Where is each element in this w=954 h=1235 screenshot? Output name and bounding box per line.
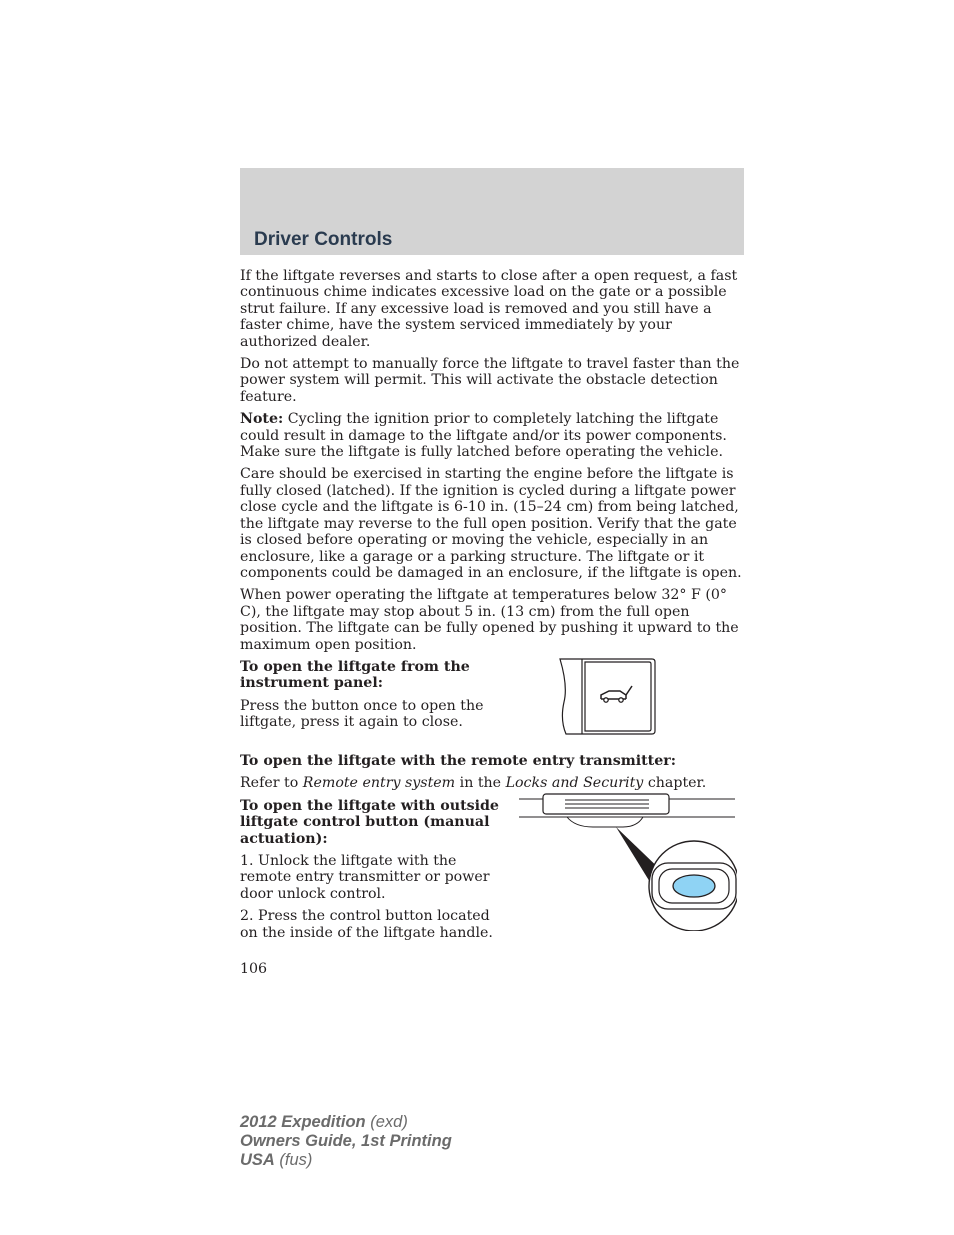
note-text: Cycling the ignition prior to completely latching the liftgate could result in damage to the liftgate and/or its power components. Make sure the liftgate is fully latched before operating the vehicle. [240,411,727,461]
paragraph-temperature: When power operating the liftgate at temperatures below 32° F (0° C), the liftgate may stop about 5 in. (13 cm) from the full open position. The liftgate can be fully opened by pushing it upward to the maximum open position. [240,587,739,653]
paragraph-note [240,411,745,460]
instrument-panel-text: Press the button once to open the liftgate, press it again to close. [240,697,484,731]
instrument-panel-section [240,659,745,745]
outside-heading: To open the liftgate with outside liftgate control button (manual actuation): [240,797,499,847]
note-label: Note: [240,411,284,428]
page-number: 106 [240,961,268,977]
paragraph-force: Do not attempt to manually force the liftgate to travel faster than the power system will permit. This will activate the obstacle detection feature. [240,356,740,405]
outside-step-1: 1. Unlock the liftgate with the remote entry transmitter or power door unlock control. [240,852,490,902]
instrument-panel-heading: To open the liftgate from the instrument panel: [240,658,470,692]
footer-line-3: USA (fus) [240,1151,313,1169]
page-content [240,268,745,947]
remote-text: Refer to Remote entry system in the Locks and Security chapter. [240,775,707,792]
paragraph-chime: If the liftgate reverses and starts to close after a open request, a fast continuous chime indicates excessive load on the gate or a possible strut failure. If any excessive load is removed and you still have a faster chime, have the system serviced immediately by your authorized dealer. [240,268,738,350]
footer-line-2: Owners Guide, 1st Printing [240,1132,452,1150]
outside-step-2: 2. Press the control button located on the inside of the liftgate handle. [240,908,493,941]
liftgate-handle-button-icon [517,791,737,947]
liftgate-button-icon [556,658,656,745]
outside-button-section [240,798,745,947]
footer-line-1: 2012 Expedition (exd) [240,1113,408,1131]
remote-heading: To open the liftgate with the remote entry transmitter: [240,752,676,769]
locks-security-link[interactable]: Locks and Security [505,775,644,792]
remote-entry-link[interactable]: Remote entry system [302,775,456,792]
paragraph-caution: Care should be exercised in starting the engine before the liftgate is fully closed (latched). If the ignition is cycled during a liftgate power close cycle and the liftgate is 6-10 in. (15–24 cm) from being latched, the liftgate may reverse to the full open position. Verify that the gate is closed before operating or moving the vehicle, especially in an enclosure, like a garage or a parking structure. The liftgate or it components could be damaged in an enclosure, if the liftgate is open. [240,466,742,581]
section-title: Driver Controls [254,229,393,250]
footer [240,1113,452,1170]
header-band [240,168,744,255]
